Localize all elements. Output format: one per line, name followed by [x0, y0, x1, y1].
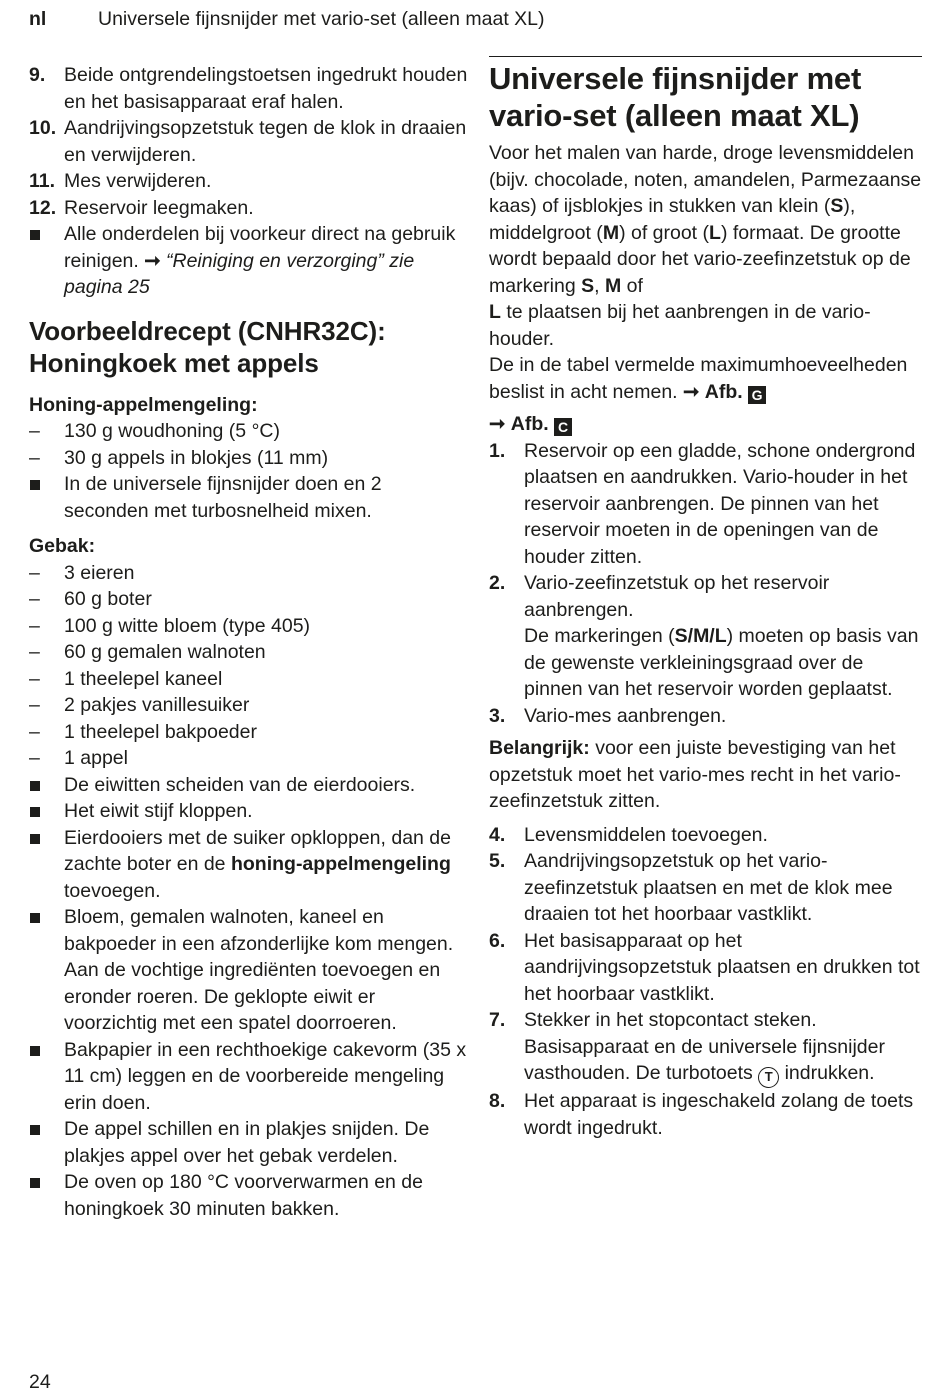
figure-ref-label[interactable]: Afb. [510, 413, 549, 435]
section-title-line-2: vario-set (alleen maat XL) [489, 98, 860, 133]
step-number: 10. [29, 117, 57, 139]
bullet-square-icon [30, 781, 40, 791]
step-text: Vario-mes aanbrengen. [524, 704, 727, 727]
step-number: 7. [489, 1009, 506, 1031]
bullet-square-icon [30, 913, 40, 923]
dash-icon: – [29, 667, 40, 690]
step-11 [29, 168, 469, 195]
step-text: Reservoir leegmaken. [64, 196, 254, 219]
ingredient-item [29, 586, 469, 613]
step-number: 12. [29, 196, 57, 219]
turbo-button-icon: T [758, 1067, 779, 1088]
step-2 [489, 570, 924, 703]
instruction-bullet [29, 1116, 469, 1169]
mix-bullet [29, 471, 469, 524]
step-text: Aandrijvingsopzetstuk op het vario-zeefinzetstuk plaatsen en met de klok mee draaien tot het hoorbaar vastklikt. [524, 850, 893, 925]
intro-text: Voor het malen van harde, droge levensmiddelen (bijv. chocolade, noten, amandelen, Parmezaanse kaas) of ijsblokjes in stukken van klein ( [489, 142, 922, 217]
note-text: De in de tabel vermelde maximumhoeveelheden beslist in acht nemen. [489, 354, 908, 403]
section-title-line-1: Universele fijnsnijder met [489, 61, 862, 96]
step-number: 11. [29, 170, 56, 192]
ingredient-item [29, 613, 469, 640]
mix-label: Honing-appelmengeling: [29, 393, 258, 416]
intro-paragraph [489, 140, 924, 352]
figure-ref-c [489, 411, 924, 438]
step-3 [489, 703, 924, 730]
bullet-square-icon [30, 480, 40, 490]
step-markings: S/M/L [674, 625, 727, 647]
instruction-bullet [29, 1037, 469, 1117]
section-divider [489, 56, 922, 57]
step-8 [489, 1088, 924, 1141]
bullet-square-icon [30, 230, 40, 240]
bullet-text: De appel schillen en in plakjes snijden. De plakjes appel over het gebak verdelen. [64, 1118, 430, 1167]
ingredient-item [29, 745, 469, 772]
ingredient-item [29, 692, 469, 719]
ingredient-text: 100 g witte bloem (type 405) [64, 614, 311, 637]
intro-text: ), middelgroot ( [489, 195, 856, 244]
step-number: 1. [489, 439, 506, 462]
ingredient-item [29, 445, 469, 472]
cleaning-bullet [29, 221, 469, 301]
step-text: Vario-zeefinzetstuk op het reservoir aanbrengen. [524, 572, 830, 621]
marking-l: L [489, 301, 501, 323]
step-number: 9. [29, 64, 46, 86]
dash-icon: – [29, 420, 40, 442]
instruction-bullet [29, 825, 469, 905]
step-text: Levensmiddelen toevoegen. [524, 823, 768, 846]
bullet-text: toevoegen. [64, 879, 161, 902]
step-text: Reservoir op een gladde, schone ondergrond plaatsen en aandrukken. Vario-houder in het reservoir aanbrengen. De pinnen van het reservoir moeten in de openingen van de houder zitten. [524, 439, 916, 568]
bullet-text: De oven op 180 °C voorverwarmen en de honingkoek 30 minuten bakken. [64, 1171, 423, 1220]
ingredient-text: 130 g woudhoning (5 °C) [64, 420, 280, 442]
ingredient-text: 3 eieren [64, 561, 135, 584]
bullet-square-icon [30, 1178, 40, 1188]
step-number: 8. [489, 1090, 506, 1112]
step-number: 6. [489, 929, 506, 952]
dash-icon: – [29, 561, 40, 584]
step-12 [29, 195, 469, 222]
running-title: Universele fijnsnijder met vario-set (alleen maat XL) [98, 8, 545, 30]
step-5 [489, 848, 924, 928]
page-number: 24 [29, 1371, 51, 1392]
important-text: voor een juiste bevestiging van het opzetstuk moet het vario-mes recht in het vario-zeefinzetstuk zitten. [489, 737, 901, 812]
bullet-text: Alle onderdelen bij voorkeur direct na gebruik reinigen. [64, 223, 456, 272]
instruction-bullet [29, 904, 469, 1037]
arrow-right-icon: ➞ [683, 380, 700, 403]
bullet-square-icon [30, 807, 40, 817]
step-6 [489, 928, 924, 1008]
cross-reference-link[interactable]: “Reiniging en verzorging” zie pagina 25 [64, 249, 415, 298]
language-code: nl [29, 8, 47, 30]
step-text: De markeringen ( [524, 625, 675, 647]
step-text: Stekker in het stopcontact steken. Basisapparaat en de universele fijnsnijder vasthouden. De turbotoets [524, 1009, 885, 1084]
dash-icon: – [29, 588, 40, 610]
bullet-text: Bloem, gemalen walnoten, kaneel en bakpoeder in een afzonderlijke kom mengen. Aan de vochtige ingrediënten toevoegen en eronder roeren. De geklopte eiwit er voorzichtig met een spatel doorroeren. [64, 906, 454, 1034]
ingredient-text: 1 theelepel bakpoeder [64, 720, 257, 743]
bullet-bold-text: honing-appelmengeling [230, 853, 451, 875]
recipe-title-line-2: Honingkoek met appels [29, 348, 319, 378]
step-text: Het basisapparaat op het aandrijvingsopzetstuk plaatsen en drukken tot het hoorbaar vastklikt. [524, 929, 920, 1005]
size-l: L [709, 221, 721, 244]
size-s: S [830, 195, 844, 217]
step-9 [29, 62, 469, 115]
ingredient-item [29, 560, 469, 587]
table-note [489, 352, 924, 405]
bullet-square-icon [30, 834, 40, 844]
dash-icon: – [29, 614, 40, 637]
recipe-title-line-1: Voorbeeldrecept (CNHR32C): [29, 315, 386, 346]
intro-text: of [626, 274, 643, 297]
step-text: ) moeten op basis van de gewenste verkleiningsgraad over de pinnen van het reservoir worden geplaatst. [524, 625, 919, 700]
ingredient-text: 2 pakjes vanillesuiker [64, 694, 250, 716]
marking-s: S [581, 274, 595, 297]
intro-text: te plaatsen bij het aanbrengen in de vario-houder. [489, 301, 871, 350]
step-text: Aandrijvingsopzetstuk tegen de klok in draaien en verwijderen. [64, 117, 467, 166]
intro-text: , [594, 274, 600, 297]
dash-icon: – [29, 641, 40, 663]
step-text: Mes verwijderen. [64, 170, 212, 192]
ingredient-item [29, 719, 469, 746]
step-1 [489, 438, 924, 571]
instruction-bullet [29, 1169, 469, 1222]
dash-icon: – [29, 446, 40, 469]
ingredient-text: 60 g boter [64, 588, 152, 610]
bullet-square-icon [30, 1046, 40, 1056]
bullet-text: Het eiwit stijf kloppen. [64, 800, 253, 822]
important-label: Belangrijk: [489, 737, 590, 759]
ingredient-item [29, 418, 469, 445]
step-number: 2. [489, 572, 506, 594]
step-text: Beide ontgrendelingstoetsen ingedrukt houden en het basisapparaat eraf halen. [64, 64, 468, 113]
step-7 [489, 1007, 924, 1088]
ingredient-text: 1 appel [64, 747, 128, 769]
marking-m: M [604, 274, 622, 297]
bullet-square-icon [30, 1125, 40, 1135]
left-column [29, 62, 469, 1222]
size-m: M [602, 221, 620, 244]
figure-ref-label[interactable]: Afb. [704, 380, 743, 403]
step-number: 4. [489, 823, 506, 846]
dough-label: Gebak: [29, 535, 96, 557]
ingredient-text: 1 theelepel kaneel [64, 667, 223, 690]
intro-text: ) of groot ( [619, 221, 710, 244]
instruction-bullet [29, 798, 469, 825]
dash-icon: – [29, 694, 40, 716]
ingredient-item [29, 639, 469, 666]
ingredient-text: 30 g appels in blokjes (11 mm) [64, 446, 329, 469]
dash-icon: – [29, 747, 40, 769]
bullet-text: Bakpapier in een rechthoekige cakevorm (35 x 11 cm) leggen en de voorbereide mengeling erin doen. [64, 1038, 467, 1114]
recipe-title [29, 315, 469, 380]
bullet-text: In de universele fijnsnijder doen en 2 seconden met turbosnelheid mixen. [64, 473, 382, 522]
step-number: 5. [489, 850, 506, 872]
instruction-bullet [29, 772, 469, 799]
step-10 [29, 115, 469, 168]
intro-text: ) formaat. De grootte wordt bepaald door het vario-zeefinzetstuk op de markering [489, 221, 911, 297]
step-4 [489, 822, 924, 849]
important-note [489, 735, 924, 815]
arrow-right-icon: ➞ [144, 249, 161, 272]
bullet-text: De eiwitten scheiden van de eierdooiers. [64, 773, 416, 796]
ingredient-item [29, 666, 469, 693]
ingredient-text: 60 g gemalen walnoten [64, 641, 266, 663]
page-header [29, 7, 924, 31]
section-title [489, 60, 924, 134]
bullet-text: Eierdooiers met de suiker opkloppen, dan de zachte boter en de [64, 826, 451, 875]
right-column [489, 62, 924, 1141]
step-text: Het apparaat is ingeschakeld zolang de toets wordt ingedrukt. [524, 1090, 914, 1139]
step-number: 3. [489, 704, 506, 727]
figure-c-badge: C [554, 418, 572, 436]
figure-g-badge: G [748, 386, 766, 404]
arrow-right-icon: ➞ [489, 413, 506, 435]
dash-icon: – [29, 720, 40, 743]
step-text: indrukken. [784, 1062, 875, 1084]
